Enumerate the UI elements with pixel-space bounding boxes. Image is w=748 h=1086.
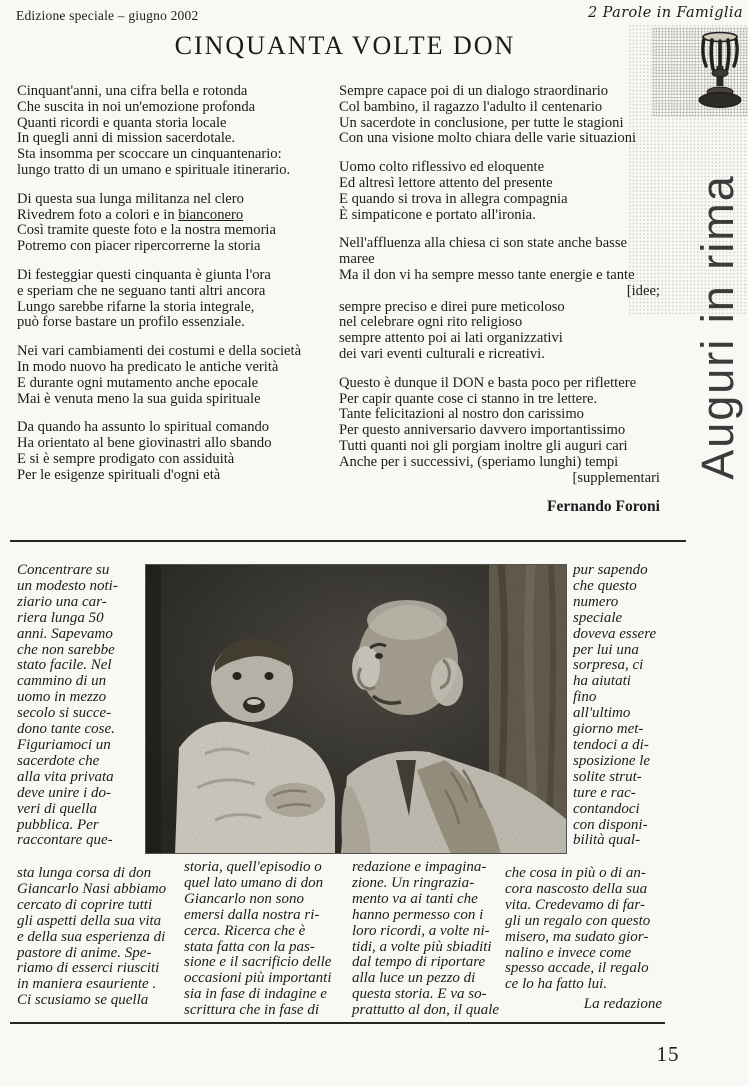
text-line: storia, quell'episodio o <box>184 859 322 875</box>
poem-stanza <box>339 84 660 147</box>
text-line: ziario una car- <box>17 593 107 610</box>
text-line: doveva essere <box>573 625 657 642</box>
text-line: E quando si trova in allegra compagnia <box>339 190 568 207</box>
text-line: Sta insomma per scoccare un cinquantenario: <box>17 146 282 163</box>
poem-stanza <box>17 344 337 407</box>
text-line: Concentrare su <box>17 562 110 578</box>
text-line: ha aiutati <box>573 673 631 690</box>
text-line: Da quando ha assunto lo spiritual comando <box>17 419 270 436</box>
text-line: veri di quella <box>17 800 97 817</box>
text-line: Un sacerdote in conclusione, per tutte le stagioni <box>339 114 624 131</box>
text-line: emersi dalla nostra ri- <box>184 906 320 923</box>
page-number: 15 <box>656 1042 680 1066</box>
page-title: CINQUANTA VOLTE DON <box>174 31 516 60</box>
text-line: uomo in mezzo <box>17 689 107 706</box>
text-line: Anche per i successivi, (speriamo lunghi) tempi <box>339 453 619 470</box>
text-line: giorno met- <box>573 721 644 738</box>
text-line: sione e il sacrificio delle <box>184 954 332 971</box>
text-line: sposizione le <box>573 752 651 769</box>
masthead-title: 2 Parole in Famiglia <box>588 5 743 21</box>
text-line: gli un regalo con questo <box>505 912 651 929</box>
poem-stanza <box>17 84 337 179</box>
text-line: alla vita privata <box>17 768 114 785</box>
text-line: E durante ogni mutamento anche epocale <box>17 374 259 391</box>
text-line: dal tempo di riportare <box>352 954 486 971</box>
text-line: zione. Un ringrazia- <box>352 874 475 891</box>
text-line: cerca. Ricerca che è <box>184 922 306 939</box>
text-line: Giancarlo Nasi abbiamo <box>17 880 167 897</box>
text-line: hanno permesso con i <box>352 906 484 923</box>
text-line: che cosa in più o di an- <box>505 865 646 881</box>
text-line: nalino e invece come <box>505 944 632 961</box>
text-line: Lungo sarebbe rifarne la storia integrale, <box>17 298 255 315</box>
text-line: fino <box>573 689 597 706</box>
text-line: loro ricordi, a volte ni- <box>352 922 490 939</box>
text-line: sacerdote che <box>17 752 100 769</box>
text-line: Quanti ricordi e quanta storia locale <box>17 114 227 131</box>
text-line: In quegli anni di mission sacerdotale. <box>17 130 236 147</box>
text-line: lungo tratto di un umano e spirituale itinerario. <box>17 161 291 178</box>
text-line: alla luce un pezzo di <box>352 970 476 987</box>
chalice-icon <box>692 28 748 117</box>
text-line: mento va ai tanti che <box>352 890 478 907</box>
text-line: dono tante cose. <box>17 721 115 738</box>
text-line: riamo di esserci riusciti <box>17 960 160 977</box>
poem-stanza <box>17 192 337 255</box>
text-line: all'ultimo <box>573 705 631 722</box>
text-line: Per le esigenze spirituali d'ogni età <box>17 466 221 483</box>
text-line: stata fatta con la pas- <box>184 938 315 955</box>
text-line: riera lunga 50 <box>17 609 104 626</box>
text-line: Potremo con piacer ripercorrerne la storia <box>17 238 261 255</box>
text-line: Così tramite queste foto e la nostra memoria <box>17 222 276 239</box>
text-line: In modo nuovo ha predicato le antiche verità <box>17 358 279 375</box>
poem-column-left <box>17 84 337 497</box>
text-line: Figuriamoci un <box>17 736 111 753</box>
text-line: prattutto al don, il quale <box>352 1002 500 1019</box>
text-line: sempre preciso e direi pure meticoloso <box>339 298 565 315</box>
text-line: nel celebrare ogni rito religioso <box>339 314 523 331</box>
sidebar-vertical-banner <box>690 146 746 508</box>
text-line: con disponi- <box>573 816 648 833</box>
text-line: Con una visione molto chiara delle varie situazioni <box>339 130 637 147</box>
text-line: che questo <box>573 577 637 594</box>
text-line: in maniera esauriente . <box>17 976 157 993</box>
text-line: deve unire i do- <box>17 784 111 801</box>
text-line: spesso accade, il regalo <box>505 960 649 977</box>
poem-stanza <box>17 268 337 331</box>
text-line: Che suscita in noi un'emozione profonda <box>17 98 256 115</box>
text-line: Sempre capace poi di un dialogo straordinario <box>339 83 609 99</box>
text-line: misero, ma sudato gior- <box>505 928 649 945</box>
text-line: Ci scusiamo se quella <box>17 992 149 1009</box>
text-line: [idee; <box>626 282 660 299</box>
article-col-left-wide <box>17 866 189 1009</box>
text-line: questa storia. E va so- <box>352 986 487 1003</box>
text-line: pastore di anime. Spe- <box>17 944 152 961</box>
text-line: Uomo colto riflessivo ed eloquente <box>339 159 545 176</box>
text-line: Mai è venuta meno la sua guida spirituale <box>17 390 261 407</box>
poem-stanza <box>17 420 337 483</box>
text-line: Questo è dunque il DON e basta poco per riflettere <box>339 374 637 391</box>
text-line: anni. Sapevamo <box>17 625 113 642</box>
text-line: Rivedrem foto a colori e in bianconero <box>17 206 244 223</box>
text-line: È simpaticone e portato all'ironia. <box>339 206 536 223</box>
text-line: Per capir quante cose ci stanno in tre lettere. <box>339 390 598 407</box>
section-divider <box>10 540 686 542</box>
text-line: Di festeggiar questi cinquanta è giunta l'ora <box>17 266 271 283</box>
poem-stanza <box>339 376 660 487</box>
text-line: può forse bastare un profilo essenziale. <box>17 314 245 331</box>
text-line: occasioni più importanti <box>184 970 332 987</box>
text-line: un modesto noti- <box>17 577 118 594</box>
text-line: solite strut- <box>573 768 642 785</box>
text-line: Di questa sua lunga militanza nel clero <box>17 190 244 207</box>
text-line: contandoci <box>573 800 640 817</box>
text-line: scrittura che in fase di <box>184 1002 319 1019</box>
text-line: sta lunga corsa di don <box>17 865 152 881</box>
text-line: redazione e impagina- <box>352 859 487 875</box>
text-line: sempre attento poi ai lati organizzativi <box>339 330 563 347</box>
bottom-divider <box>10 1022 665 1024</box>
text-line: E si è sempre prodigato con assiduità <box>17 450 235 467</box>
text-line: vita. Credevamo di far- <box>505 896 645 913</box>
text-line: [supplementari <box>572 469 660 486</box>
text-line: Per questo anniversario davvero importantissimo <box>339 422 626 439</box>
text-line: Giancarlo non sono <box>184 890 304 907</box>
text-line: Ed altresì lettore attento del presente <box>339 174 553 191</box>
text-line: quel lato umano di don <box>184 874 324 891</box>
text-line: stato facile. Nel <box>17 657 112 674</box>
text-line: sia in fase di indagine e <box>184 986 327 1003</box>
photo-don-with-baby <box>145 564 567 854</box>
text-line: Nell'affluenza alla chiesa ci son state anche basse <box>339 235 628 252</box>
text-line: gli aspetti della sua vita <box>17 912 162 929</box>
text-line: Tante felicitazioni al nostro don carissimo <box>339 406 584 423</box>
text-line: tidi, a volte più sbiaditi <box>352 938 492 955</box>
text-line: ce lo ha fatto lui. <box>505 976 608 993</box>
text-line: numero <box>573 593 619 610</box>
poem-stanza <box>339 160 660 223</box>
article-col-right-narrow <box>573 563 673 849</box>
text-line: Nei vari cambiamenti dei costumi e della società <box>17 343 302 360</box>
text-line: e speriam che ne seguano tanti altri ancora <box>17 282 266 299</box>
text-line: secolo si succe- <box>17 705 112 722</box>
sidebar-vertical-label: Auguri in rima <box>692 174 743 480</box>
poem-author-signature: Fernando Foroni <box>547 498 660 516</box>
text-line: pur sapendo <box>573 562 648 578</box>
text-line: Cinquant'anni, una cifra bella e rotonda <box>17 83 248 99</box>
edition-line: Edizione speciale – giugno 2002 <box>16 8 199 23</box>
text-line: bilità qual- <box>573 832 641 849</box>
article-signature: La redazione <box>583 996 662 1012</box>
text-line: raccontare que- <box>17 832 113 849</box>
text-line: maree <box>339 251 375 268</box>
article-col-mid-left <box>184 860 349 1019</box>
text-line: ture e rac- <box>573 784 636 801</box>
article-col-mid-right <box>352 860 510 1019</box>
text-line: cercato di coprire tutti <box>17 896 153 913</box>
text-line: sorpresa, ci <box>573 657 644 674</box>
text-line: che non sarebbe <box>17 641 115 658</box>
article-col-left-narrow <box>17 563 147 849</box>
article-col-right-wide <box>505 866 667 993</box>
text-line: Ha orientato al bene giovinastri allo sbando <box>17 435 272 452</box>
text-line: per lui una <box>573 641 639 658</box>
text-line: Ma il don vi ha sempre messo tante energie e tante <box>339 266 635 283</box>
text-line: dei vari eventi culturali e ricreativi. <box>339 345 545 362</box>
text-line: Tutti quanti noi gli porgiam inoltre gli auguri cari <box>339 437 628 454</box>
poem-stanza <box>339 236 660 362</box>
text-line: cammino di un <box>17 673 107 690</box>
text-line: speciale <box>573 609 623 626</box>
text-line: cora nascosto della sua <box>505 880 648 897</box>
text-line: pubblica. Per <box>17 816 99 833</box>
text-line: e della sua esperienza di <box>17 928 166 945</box>
text-line: tendoci a di- <box>573 736 649 753</box>
text-line: Col bambino, il ragazzo l'adulto il centenario <box>339 98 603 115</box>
poem-column-right <box>339 84 660 515</box>
